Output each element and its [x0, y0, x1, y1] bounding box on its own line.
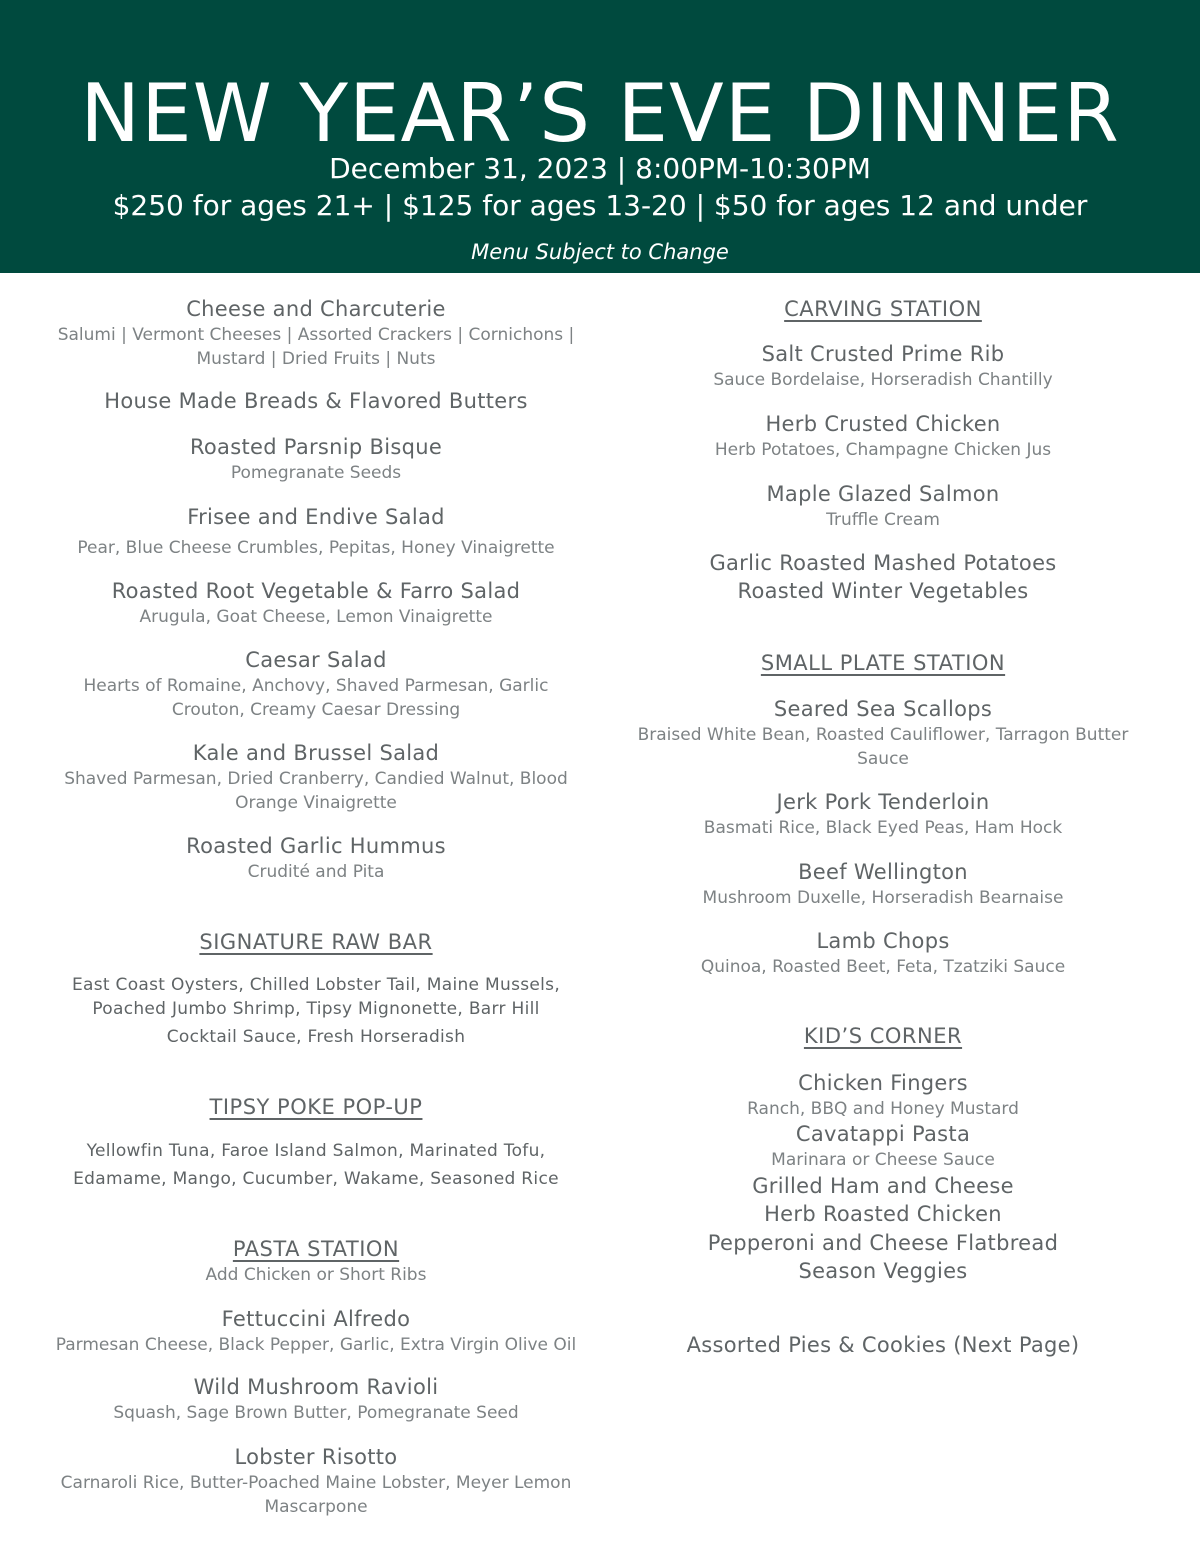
menu-item-name: Cheese and Charcuterie: [186, 297, 446, 321]
menu-item-name: Wild Mushroom Ravioli: [193, 1375, 439, 1399]
section-heading-carving: CARVING STATION: [784, 297, 982, 321]
menu-item-name: Herb Crusted Chicken: [765, 412, 1001, 436]
dessert-note: Assorted Pies & Cookies (Next Page): [686, 1333, 1080, 1357]
menu-item-desc: Pear, Blue Cheese Crumbles, Pepitas, Honey Vinaigrette: [77, 538, 555, 558]
page-title: NEW YEAR’S EVE DINNER: [80, 67, 1120, 160]
menu-item-name: Fettuccini Alfredo: [221, 1307, 411, 1331]
menu-subject-note: Menu Subject to Change: [471, 240, 729, 264]
menu-item-desc: Sauce Bordelaise, Horseradish Chantilly: [713, 370, 1053, 390]
section-heading-kids: KID’S CORNER: [803, 1024, 963, 1048]
menu-item-name: Frisee and Endive Salad: [187, 505, 445, 529]
event-date-time: December 31, 2023 | 8:00PM-10:30PM: [329, 152, 871, 185]
menu-item-desc: Salumi | Vermont Cheeses | Assorted Crackers | Cornichons |: [57, 325, 575, 345]
menu-item-desc: Mustard | Dried Fruits | Nuts: [196, 349, 436, 369]
menu-item-desc: Truffle Cream: [826, 510, 940, 530]
header-banner: [0, 0, 1200, 273]
menu-item-desc: Quinoa, Roasted Beet, Feta, Tzatziki Sauce: [700, 957, 1066, 977]
raw-bar-line: Poached Jumbo Shrimp, Tipsy Mignonette, Barr Hill: [92, 999, 540, 1019]
menu-item-name: Seared Sea Scallops: [773, 697, 993, 721]
menu-item-desc: Ranch, BBQ and Honey Mustard: [747, 1099, 1019, 1119]
menu-item-name: Jerk Pork Tenderloin: [776, 790, 990, 814]
menu-item-name: Roasted Garlic Hummus: [186, 834, 446, 858]
menu-item-name: Roasted Parsnip Bisque: [189, 435, 443, 459]
menu-item-name: Lamb Chops: [816, 929, 950, 953]
menu-item-name: Roasted Root Vegetable & Farro Salad: [111, 579, 521, 603]
menu-item-name: Beef Wellington: [798, 860, 968, 884]
poke-line: Yellowfin Tuna, Faroe Island Salmon, Marinated Tofu,: [86, 1141, 546, 1161]
menu-item-name: Kale and Brussel Salad: [192, 741, 440, 765]
menu-item-name: Maple Glazed Salmon: [766, 482, 1000, 506]
raw-bar-line: East Coast Oysters, Chilled Lobster Tail, Maine Mussels,: [71, 975, 561, 995]
menu-item-desc: Herb Potatoes, Champagne Chicken Jus: [714, 440, 1052, 460]
menu-item-desc: Pomegranate Seeds: [230, 463, 402, 483]
side-dish: Roasted Winter Vegetables: [737, 579, 1029, 603]
menu-item-name: Chicken Fingers: [798, 1071, 968, 1095]
menu-item-desc: Crudité and Pita: [247, 862, 385, 882]
menu-item-name: Grilled Ham and Cheese: [752, 1174, 1014, 1198]
menu-item-name: Salt Crusted Prime Rib: [761, 342, 1005, 366]
side-dish: Garlic Roasted Mashed Potatoes: [709, 551, 1057, 575]
pricing-line: $250 for ages 21+ | $125 for ages 13-20 | $50 for ages 12 and under: [112, 189, 1088, 222]
poke-line: Edamame, Mango, Cucumber, Wakame, Seasoned Rice: [73, 1169, 559, 1189]
menu-item-name: Cavatappi Pasta: [795, 1122, 971, 1146]
menu-item-name: House Made Breads & Flavored Butters: [104, 389, 528, 413]
menu-item-desc: Mascarpone: [264, 1497, 368, 1517]
menu-item-desc: Arugula, Goat Cheese, Lemon Vinaigrette: [139, 607, 493, 627]
section-heading-pasta: PASTA STATION: [232, 1237, 400, 1261]
menu-item-desc: Crouton, Creamy Caesar Dressing: [171, 700, 461, 720]
menu-item-desc: Carnaroli Rice, Butter-Poached Maine Lobster, Meyer Lemon: [60, 1473, 572, 1493]
raw-bar-line: Cocktail Sauce, Fresh Horseradish: [166, 1027, 466, 1047]
menu-item-name: Caesar Salad: [245, 648, 387, 672]
menu-item-desc: Squash, Sage Brown Butter, Pomegranate Seed: [113, 1403, 519, 1423]
menu-item-name: Herb Roasted Chicken: [764, 1202, 1002, 1226]
menu-item-desc: Orange Vinaigrette: [235, 793, 397, 813]
menu-item-desc: Mushroom Duxelle, Horseradish Bearnaise: [702, 888, 1064, 908]
menu-item-desc: Basmati Rice, Black Eyed Peas, Ham Hock: [703, 818, 1063, 838]
menu-item-desc: Marinara or Cheese Sauce: [771, 1150, 995, 1170]
menu-item-desc: Sauce: [857, 749, 909, 769]
menu-item-name: Lobster Risotto: [234, 1445, 398, 1469]
menu-item-desc: Hearts of Romaine, Anchovy, Shaved Parmesan, Garlic: [83, 676, 549, 696]
menu-item-desc: Braised White Bean, Roasted Cauliflower, Tarragon Butter: [637, 725, 1129, 745]
pasta-note: Add Chicken or Short Ribs: [205, 1265, 427, 1285]
menu-item-name: Season Veggies: [798, 1259, 968, 1283]
section-heading-raw-bar: SIGNATURE RAW BAR: [199, 930, 433, 954]
section-heading-poke: TIPSY POKE POP-UP: [209, 1095, 423, 1119]
menu-item-desc: Shaved Parmesan, Dried Cranberry, Candied Walnut, Blood: [64, 769, 568, 789]
menu-item-desc: Parmesan Cheese, Black Pepper, Garlic, Extra Virgin Olive Oil: [55, 1335, 577, 1355]
menu-item-name: Pepperoni and Cheese Flatbread: [707, 1231, 1059, 1255]
section-heading-small-plate: SMALL PLATE STATION: [760, 651, 1006, 675]
